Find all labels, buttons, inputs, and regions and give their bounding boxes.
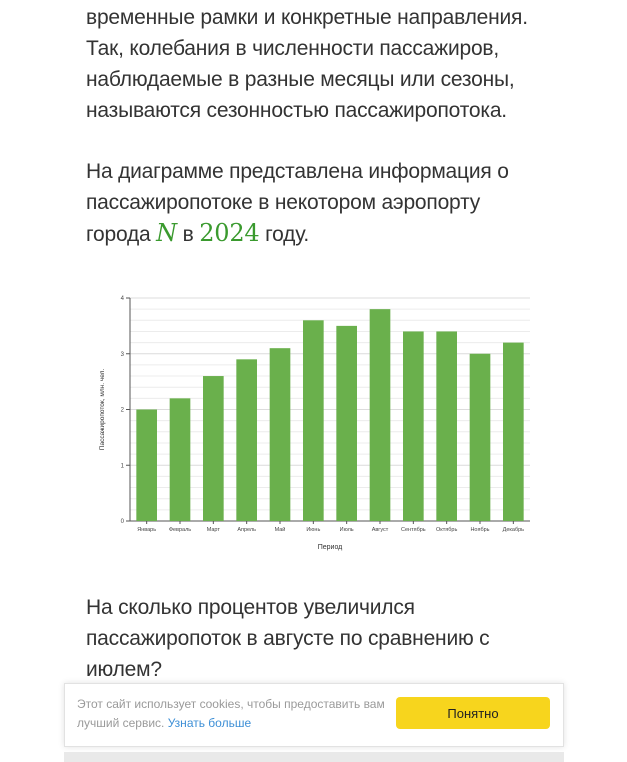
x-tick-label: Май <box>274 527 286 533</box>
y-tick-label: 4 <box>120 296 124 302</box>
x-tick-label: Июль <box>339 527 354 533</box>
intro-paragraph <box>86 2 546 126</box>
bar <box>470 354 491 521</box>
math-year: 2024 <box>199 219 260 247</box>
x-tick-label: Декабрь <box>502 527 525 533</box>
bar <box>236 359 257 521</box>
question-line: июлем? <box>86 658 162 681</box>
x-axis-label: Период <box>317 544 343 551</box>
y-tick-label: 3 <box>120 351 124 358</box>
math-city-variable: N <box>156 219 177 247</box>
x-tick-label: Февраль <box>168 527 192 533</box>
cookie-message <box>77 695 397 733</box>
page-bottom-edge <box>64 752 564 762</box>
bar <box>136 410 157 522</box>
description-line: На диаграмме представлена информация о <box>86 160 509 183</box>
bar <box>370 309 391 521</box>
accept-cookies-button[interactable]: Понятно <box>396 697 550 729</box>
y-axis-label: Пассажиропоток, млн. чел. <box>99 368 106 451</box>
x-tick-label: Апрель <box>237 527 257 533</box>
y-tick-label: 0 <box>120 519 124 525</box>
x-tick-label: Сентябрь <box>401 527 426 533</box>
x-tick-label: Март <box>206 527 220 533</box>
intro-line: временные рамки и конкретные направления. <box>86 6 528 29</box>
learn-more-link[interactable]: Узнать больше <box>167 716 252 730</box>
question-line: На сколько процентов увеличился <box>86 596 415 619</box>
y-tick-label: 2 <box>120 407 124 414</box>
question-paragraph <box>86 592 546 685</box>
cookie-banner <box>64 683 564 747</box>
x-tick-label: Октябрь <box>436 527 458 533</box>
intro-line: называются сезонностью пассажиропотока. <box>86 99 507 122</box>
x-tick-label: Январь <box>137 527 157 533</box>
description-line-post: году. <box>259 223 310 246</box>
passenger-flow-chart <box>90 288 540 560</box>
bar <box>303 320 324 521</box>
cookie-text: Этот сайт использует cookies, чтобы предоставить вам лучший сервис. <box>77 697 385 730</box>
bar <box>503 343 524 521</box>
bar <box>170 398 191 521</box>
chart-description-paragraph <box>86 156 546 250</box>
x-tick-label: Август <box>371 527 389 533</box>
y-tick-label: 1 <box>120 463 124 470</box>
x-tick-label: Июнь <box>306 527 321 533</box>
description-line-mid: в <box>176 223 200 246</box>
intro-line: наблюдаемые в разные месяцы или сезоны, <box>86 68 515 91</box>
bar <box>203 376 224 521</box>
bar <box>403 331 424 521</box>
bar-chart-svg <box>90 288 540 560</box>
bar <box>270 348 291 521</box>
question-line: пассажиропоток в августе по сравнению с <box>86 627 490 650</box>
description-line-pre: города <box>86 223 157 246</box>
x-tick-label: Ноябрь <box>470 527 490 533</box>
bar <box>336 326 357 521</box>
bar <box>436 331 457 521</box>
intro-line: Так, колебания в численности пассажиров, <box>86 37 500 60</box>
description-line: пассажиропотоке в некотором аэропорту <box>86 191 481 214</box>
